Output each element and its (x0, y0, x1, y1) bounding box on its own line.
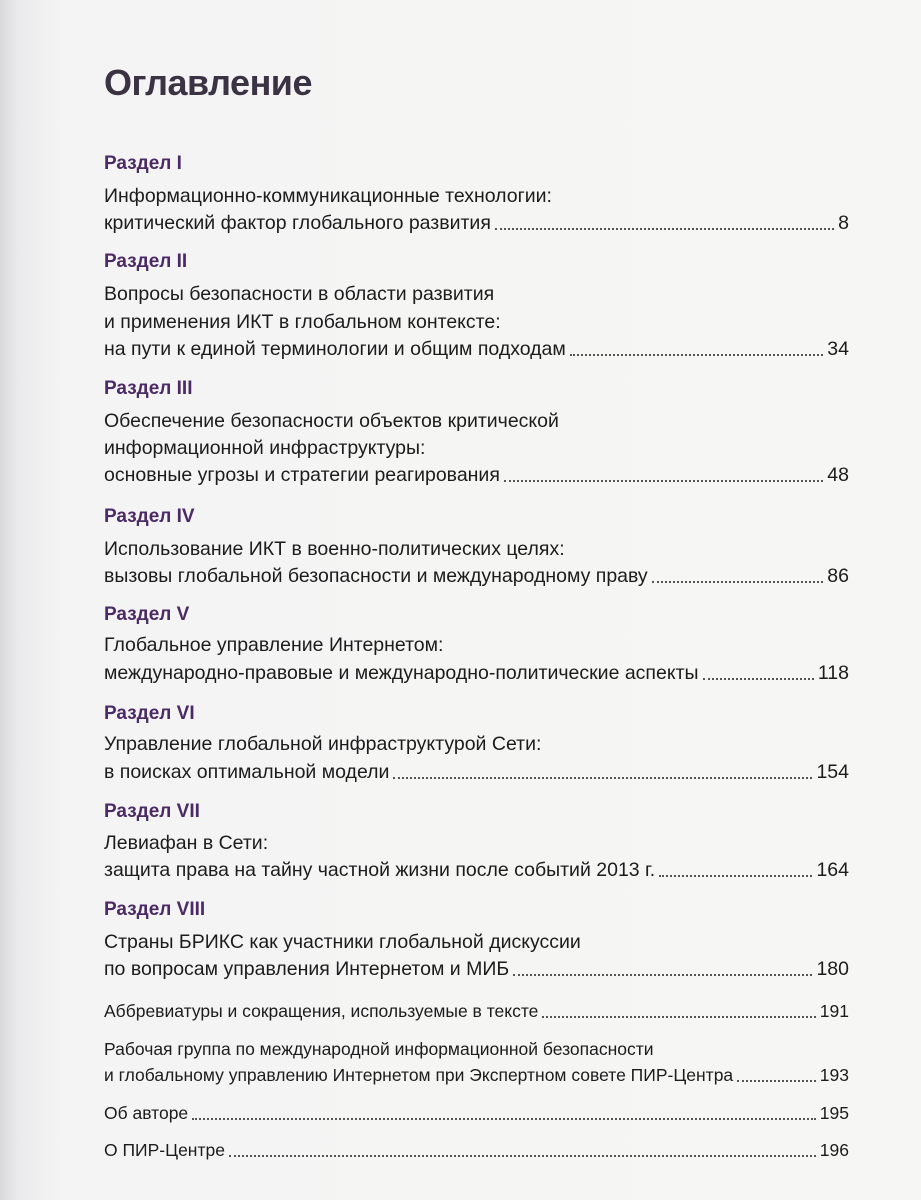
appendix-title: Аббревиатуры и сокращения, используемые в тексте (104, 1001, 539, 1021)
page-number: 34 (827, 338, 849, 360)
toc-entry[interactable] (104, 998, 849, 1024)
toc-entry[interactable] (104, 1062, 849, 1088)
leader-dots (513, 974, 812, 976)
leader-dots (652, 581, 824, 583)
leader-dots (192, 1118, 816, 1120)
toc-entry[interactable] (104, 857, 849, 883)
appendix-title: и глобальному управлению Интернетом при Экспертном совете ПИР-Центра (104, 1065, 734, 1085)
section-label: Раздел IV (104, 506, 195, 527)
toc-entry[interactable] (104, 660, 849, 686)
page-number: 86 (827, 565, 849, 587)
section-title-line: Вопросы безопасности в области развития (104, 283, 495, 305)
leader-dots (737, 1080, 816, 1082)
section-label: Раздел V (104, 604, 190, 625)
section-label: Раздел VIII (104, 899, 206, 920)
page-number: 8 (838, 212, 849, 234)
page-number: 195 (819, 1103, 849, 1123)
section-title-line: Управление глобальной инфраструктурой Сети: (104, 733, 542, 755)
section-title-line: по вопросам управления Интернетом и МИБ (104, 958, 510, 980)
page-number: 118 (817, 662, 849, 684)
section-title-line: и применения ИКТ в глобальном контексте: (104, 311, 501, 333)
page-number: 196 (819, 1140, 849, 1160)
leader-dots (495, 228, 834, 230)
leader-dots (659, 875, 812, 877)
section-label: Раздел III (104, 378, 193, 399)
leader-dots (393, 777, 812, 779)
page-number: 180 (816, 958, 849, 980)
appendix-title: Рабочая группа по международной информационной безопасности (104, 1039, 654, 1059)
leader-dots (229, 1155, 816, 1157)
toc-entry[interactable] (104, 759, 849, 785)
section-title-line: Информационно-коммуникационные технологии: (104, 185, 552, 207)
toc-entry[interactable] (104, 1100, 849, 1126)
section-label: Раздел II (104, 251, 188, 272)
appendix-title: Об авторе (104, 1103, 189, 1123)
page-number: 193 (819, 1065, 849, 1085)
section-title-line: в поисках оптимальной модели (104, 761, 390, 783)
leader-dots (542, 1016, 815, 1018)
section-title-line: информационной инфраструктуры: (104, 437, 426, 459)
section-label: Раздел VI (104, 703, 195, 724)
section-title-line: Использование ИКТ в военно-политических целях: (104, 538, 565, 560)
section-title-line: Страны БРИКС как участники глобальной дискуссии (104, 931, 581, 953)
section-label: Раздел I (104, 153, 182, 174)
section-title-line: на пути к единой терминологии и общим подходам (104, 338, 566, 360)
section-title-line: защита права на тайну частной жизни после событий 2013 г. (104, 859, 656, 881)
toc-entry[interactable] (104, 462, 849, 488)
appendix-title: О ПИР-Центре (104, 1140, 225, 1160)
page-number: 154 (816, 761, 849, 783)
toc-entry[interactable] (104, 563, 849, 589)
section-label: Раздел VII (104, 801, 200, 822)
page-title: Оглавление (104, 62, 312, 103)
page-number: 48 (827, 464, 849, 486)
section-title-line: Глобальное управление Интернетом: (104, 634, 444, 656)
leader-dots (504, 480, 823, 482)
section-title-line: критический фактор глобального развития (104, 212, 491, 234)
toc-entry[interactable] (104, 956, 849, 982)
toc-entry[interactable] (104, 210, 849, 236)
section-title-line: основные угрозы и стратегии реагирования (104, 464, 500, 486)
toc-entry[interactable] (104, 336, 849, 362)
section-title-line: Обеспечение безопасности объектов критической (104, 410, 559, 432)
section-title-line: международно-правовые и международно-политические аспекты (104, 662, 699, 684)
leader-dots (703, 678, 814, 680)
section-title-line: Левиафан в Сети: (104, 832, 269, 854)
leader-dots (570, 354, 823, 356)
section-title-line: вызовы глобальной безопасности и международному праву (104, 565, 648, 587)
page-number: 191 (819, 1001, 849, 1021)
page-number: 164 (816, 859, 849, 881)
toc-entry[interactable] (104, 1137, 849, 1163)
